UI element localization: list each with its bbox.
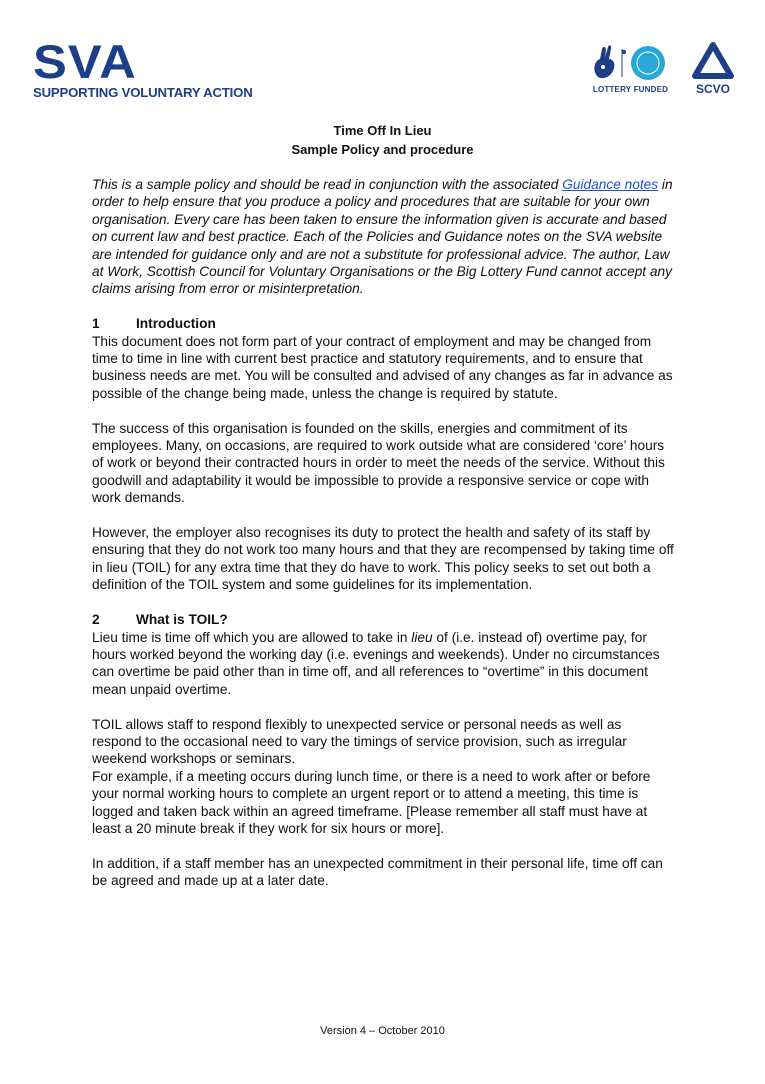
paragraph: TOIL allows staff to respond flexibly to unexpected service or personal needs as well as respond to the occasional need to vary the timings of service provision, such as irregular weekend workshops or seminars. [92, 716, 627, 767]
section-heading-introduction [92, 315, 674, 332]
guidance-notes-link[interactable]: Guidance notes [562, 177, 659, 192]
sva-logo-text: SVA [33, 35, 137, 88]
scvo-triangle-icon [690, 42, 736, 82]
section-title: What is TOIL? [136, 612, 228, 628]
lottery-icon [588, 43, 673, 85]
intro-text-1: This is a sample policy and should be read in conjunction with the associated [92, 177, 563, 192]
paragraph-text: Lieu time is time off which you are allowed to take in [92, 629, 412, 645]
scvo-logo [690, 42, 736, 98]
sva-logo [33, 35, 253, 100]
paragraph [92, 629, 674, 699]
paragraph: However, the employer also recognises its duty to protect the health and safety of its staff by ensuring that they do not work too many hours and that they are recompensed by taking time off in lieu (TOIL) for any extra time that they do have to work. This policy seeks to set out both a definition of the TOIL system and some guidelines for its implementation. [92, 525, 674, 593]
italic-text: lieu [411, 629, 433, 645]
section-number: 2 [92, 612, 100, 628]
paragraph: This document does not form part of your contract of employment and may be changed from time to time in line with current best practice and statutory requirements, and to ensure that business needs are met. You will be consulted and advised of any changes as far in advance as possible of the change being made, unless the change is required by statute. [92, 333, 673, 401]
scvo-label: SCVO [695, 82, 730, 96]
footer-version: Version 4 – October 2010 [320, 1025, 445, 1037]
paragraph: The success of this organisation is founded on the skills, energies and commitment of its employees. Many, on occasions, are required to work outside what are considered ‘core’ hours of work or beyond their contracted hours in order to meet the needs of the service. Without this goodwill and adaptability it would be impossible to provide a responsive service or cope with work demands. [92, 420, 665, 506]
section-heading-what-is-toil [92, 611, 674, 628]
document-subtitle: Sample Policy and procedure [291, 142, 474, 157]
section-title: Introduction [136, 316, 216, 332]
lottery-funded-logo [588, 43, 673, 99]
paragraph: For example, if a meeting occurs during lunch time, or there is a need to work after or before your normal working hours to complete an urgent report or to attend a meeting, this time is logged and taken back within an agreed timeframe. [Please remember all staff must have at least a 20 minute break if they work for six hours or more]. [92, 768, 651, 836]
intro-text-2: in order to help ensure that you produce a policy and procedures that are suitable for your own organisation. Every care has been taken to ensure the information given is accurate and based on current law and best practice. Each of the Policies and Guidance notes on the SVA website are intended for guidance only and are not a substitute for professional advice. The author, Law at Work, Scottish Council for Voluntary Organisations or the Big Lottery Fund cannot accept any claims arising from error or misinterpretation. [92, 177, 673, 297]
document-body [92, 176, 674, 890]
paragraph-text: of (i.e. instead of) overtime pay, for hours worked beyond the working day (i.e. evenings and weekends). Under no circumstances can overtime be paid other than in time off, and all references to “overtime” in this document mean unpaid overtime. [92, 629, 660, 697]
section-number: 1 [92, 316, 100, 332]
document-title: Time Off In Lieu [333, 123, 432, 138]
sva-tagline: SUPPORTING VOLUNTARY ACTION [33, 85, 253, 100]
lottery-funded-label: LOTTERY FUNDED [592, 85, 669, 94]
intro-disclaimer [92, 176, 674, 298]
paragraph: In addition, if a staff member has an unexpected commitment in their personal life, time off can be agreed and made up at a later date. [92, 855, 663, 889]
